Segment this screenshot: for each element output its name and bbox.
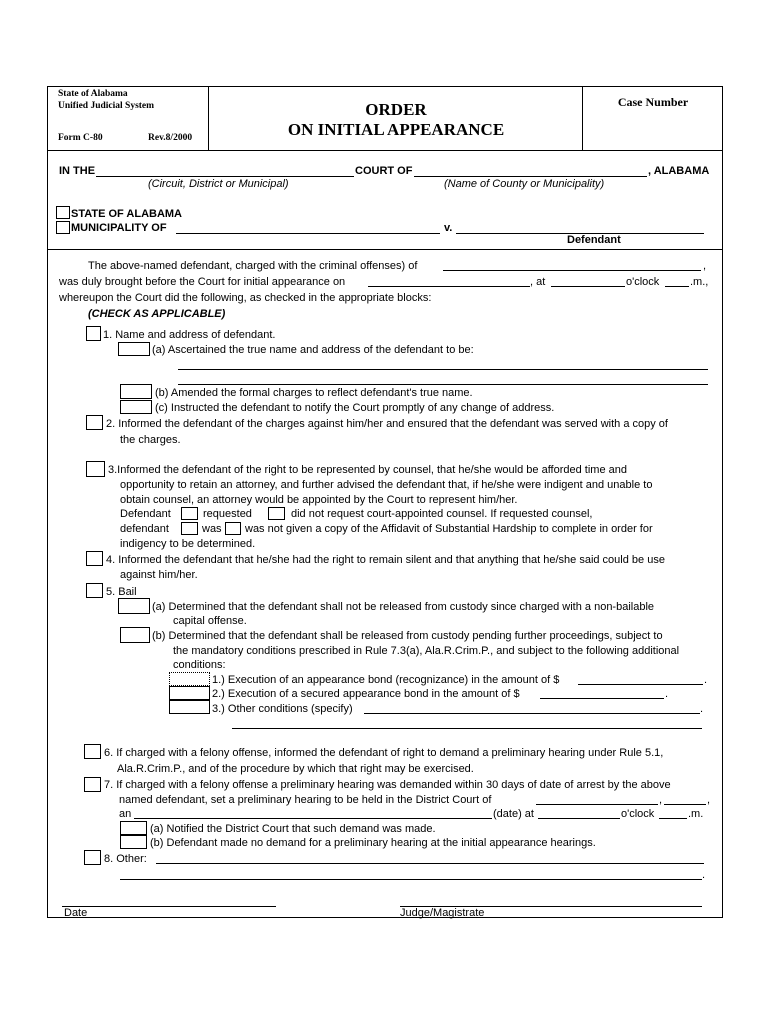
court-type-field[interactable] (96, 176, 354, 177)
item-2-text-line-2: the charges. (120, 434, 181, 446)
check-as-applicable: (CHECK AS APPLICABLE) (88, 308, 226, 320)
district-court-year-field[interactable] (664, 804, 706, 805)
district-court-field[interactable] (536, 804, 658, 805)
title-order: ORDER (365, 100, 427, 119)
item-6-text-line-1: 6. If charged with a felony offense, informed the defendant of right to demand a preliminary hearing under Rule 5.1, (104, 747, 664, 759)
other-field-1[interactable] (156, 863, 704, 864)
item-7-text-line-2: named defendant, set a preliminary hearing to be held in the District Court of (119, 794, 492, 806)
date-at-label: (date) at (493, 808, 534, 820)
municipality-checkbox[interactable] (56, 221, 70, 234)
court-of-label: COURT OF (355, 165, 413, 177)
offense-field[interactable] (443, 270, 701, 271)
header-divider (47, 150, 723, 151)
state-of-alabama-label: STATE OF ALABAMA (71, 208, 183, 220)
am-pm-field[interactable] (665, 286, 689, 287)
item-5a-checkbox[interactable] (118, 598, 150, 614)
alabama-label: , ALABAMA (648, 165, 710, 177)
item-7-an-label: an (119, 808, 132, 820)
item-2-text-line-1: 2. Informed the defendant of the charges against him/her and ensured that the defendant was served with a copy of (106, 418, 668, 430)
item-5b-checkbox[interactable] (120, 627, 150, 643)
item-7-m-label: .m. (688, 808, 704, 820)
intro-line-1: The above-named defendant, charged with the criminal offenses) of (88, 260, 418, 272)
condition-2-text: 2.) Execution of a secured appearance bond in the amount of $ (212, 688, 520, 700)
appearance-date-field[interactable] (368, 286, 530, 287)
was-not-checkbox[interactable] (225, 522, 241, 535)
condition-1-checkbox[interactable] (169, 672, 210, 686)
item-3-text-line-2: opportunity to retain an attorney, and further advised the defendant that, if he/she were indigent and unable to (120, 479, 653, 491)
item-1a-checkbox[interactable] (118, 342, 150, 356)
hearing-time-field[interactable] (538, 818, 620, 819)
period: . (704, 674, 708, 686)
period-4: . (702, 869, 706, 881)
item-7b-checkbox[interactable] (120, 835, 147, 849)
item-7a-checkbox[interactable] (120, 821, 147, 835)
municipality-label: MUNICIPALITY OF (71, 222, 167, 234)
at-label: , at (530, 276, 546, 288)
case-number-label: Case Number (617, 95, 689, 109)
versus-label: v. (444, 222, 453, 234)
date-label: Date (64, 907, 88, 919)
condition-1-text: 1.) Execution of an appearance bond (recognizance) in the amount of $ (212, 674, 560, 686)
other-conditions-field[interactable] (364, 713, 700, 714)
item-4-checkbox[interactable] (86, 551, 103, 566)
address-line-1[interactable] (178, 369, 708, 370)
item-4-text-line-1: 4. Informed the defendant that he/she had the right to remain silent and that anything that he/she said could be use (106, 554, 665, 566)
condition-2-checkbox[interactable] (169, 686, 210, 700)
item-3-checkbox[interactable] (86, 461, 105, 477)
requested-checkbox[interactable] (181, 507, 198, 520)
requested-label: requested (203, 508, 252, 520)
item-1b-checkbox[interactable] (120, 384, 152, 399)
item-7-text-line-1: 7. If charged with a felony offense a preliminary hearing was demanded within 30 days of date of arrest by the above (104, 779, 671, 791)
comma-2: , (659, 794, 663, 806)
hearing-date-field[interactable] (134, 818, 492, 819)
item-7a-text: (a) Notified the District Court that such demand was made. (150, 823, 436, 835)
item-2-checkbox[interactable] (86, 415, 103, 430)
oclock-label: o'clock (626, 276, 660, 288)
item-5a-text-line-1: (a) Determined that the defendant shall not be released from custody since charged with a non-bailable (152, 601, 655, 613)
section-divider (47, 249, 723, 250)
did-not-request-checkbox[interactable] (268, 507, 285, 520)
item-7-checkbox[interactable] (84, 777, 101, 792)
item-3-defendant-label-2: defendant (120, 523, 169, 535)
item-3-defendant-label: Defendant (120, 508, 171, 520)
item-5a-text-line-2: capital offense. (173, 615, 247, 627)
comma-3: , (707, 794, 711, 806)
address-line-2[interactable] (178, 384, 708, 385)
item-3-text-line-3: obtain counsel, an attorney would be appointed by the Court to represent him/her. (120, 494, 518, 506)
item-1b-text: (b) Amended the formal charges to reflect defendant's true name. (155, 387, 473, 399)
item-7b-text: (b) Defendant made no demand for a preliminary hearing at the initial appearance hearings. (150, 837, 596, 849)
state-label: State of Alabama (58, 89, 128, 99)
date-signature-line[interactable] (62, 906, 276, 907)
county-hint: (Name of County or Municipality) (444, 178, 605, 190)
item-8-text: 8. Other: (104, 853, 147, 865)
did-not-request-label: did not request court-appointed counsel. If requested counsel, (291, 508, 593, 520)
was-checkbox[interactable] (181, 522, 198, 535)
defendant-label: Defendant (567, 234, 621, 246)
court-type-hint: (Circuit, District or Municipal) (148, 178, 289, 190)
m-label: .m., (690, 276, 709, 288)
state-checkbox[interactable] (56, 206, 70, 219)
item-5-checkbox[interactable] (86, 583, 103, 598)
secured-bond-amount-field[interactable] (540, 698, 664, 699)
form-revision: Rev.8/2000 (148, 133, 193, 143)
county-field[interactable] (414, 176, 647, 177)
intro-line-3: whereupon the Court did the following, as checked in the appropriate blocks: (59, 292, 432, 304)
period-2: . (665, 688, 669, 700)
condition-3-checkbox[interactable] (169, 700, 210, 714)
municipality-field[interactable] (176, 233, 440, 234)
item-3-text-line-6: indigency to be determined. (120, 538, 256, 550)
judge-label: Judge/Magistrate (400, 907, 485, 919)
period-3: . (700, 703, 704, 715)
item-5b-text-line-1: (b) Determined that the defendant shall be released from custody pending further proceedings, subject to (152, 630, 663, 642)
bond-amount-field[interactable] (578, 684, 703, 685)
title-initial-appearance: ON INITIAL APPEARANCE (287, 120, 505, 139)
item-6-text-line-2: Ala.R.Crim.P., and of the procedure by which that right may be exercised. (117, 763, 474, 775)
item-5-text: 5. Bail (106, 586, 137, 598)
item-1-checkbox[interactable] (86, 326, 101, 341)
system-label: Unified Judicial System (58, 101, 155, 111)
item-1-text: 1. Name and address of defendant. (103, 329, 276, 341)
item-3-text-line-1: 3.Informed the defendant of the right to be represented by counsel, that he/she would be afforded time and (108, 464, 627, 476)
item-7-oclock-label: o'clock (621, 808, 655, 820)
was-not-label: was not given a copy of the Affidavit of Substantial Hardship to complete in order for (245, 523, 653, 535)
item-8-checkbox[interactable] (84, 850, 101, 865)
item-4-text-line-2: against him/her. (120, 569, 198, 581)
item-1a-text: (a) Ascertained the true name and address of the defendant to be: (152, 344, 474, 356)
item-5b-text-line-2: the mandatory conditions prescribed in Rule 7.3(a), Ala.R.Crim.P., and subject to the following additional (173, 645, 680, 657)
in-the-label: IN THE (59, 165, 96, 177)
item-1c-checkbox[interactable] (120, 400, 152, 414)
condition-3-text: 3.) Other conditions (specify) (212, 703, 353, 715)
was-label: was (202, 523, 222, 535)
form-number: Form C-80 (58, 133, 103, 143)
item-5b-text-line-3: conditions: (173, 659, 226, 671)
item-6-checkbox[interactable] (84, 744, 101, 759)
item-1c-text: (c) Instructed the defendant to notify the Court promptly of any change of address. (155, 402, 555, 414)
intro-line-2: was duly brought before the Court for initial appearance on (59, 276, 346, 288)
other-conditions-line-2[interactable] (232, 728, 702, 729)
appearance-time-field[interactable] (551, 286, 625, 287)
hearing-am-pm-field[interactable] (659, 818, 687, 819)
comma: , (703, 260, 707, 272)
other-field-2[interactable] (120, 879, 702, 880)
